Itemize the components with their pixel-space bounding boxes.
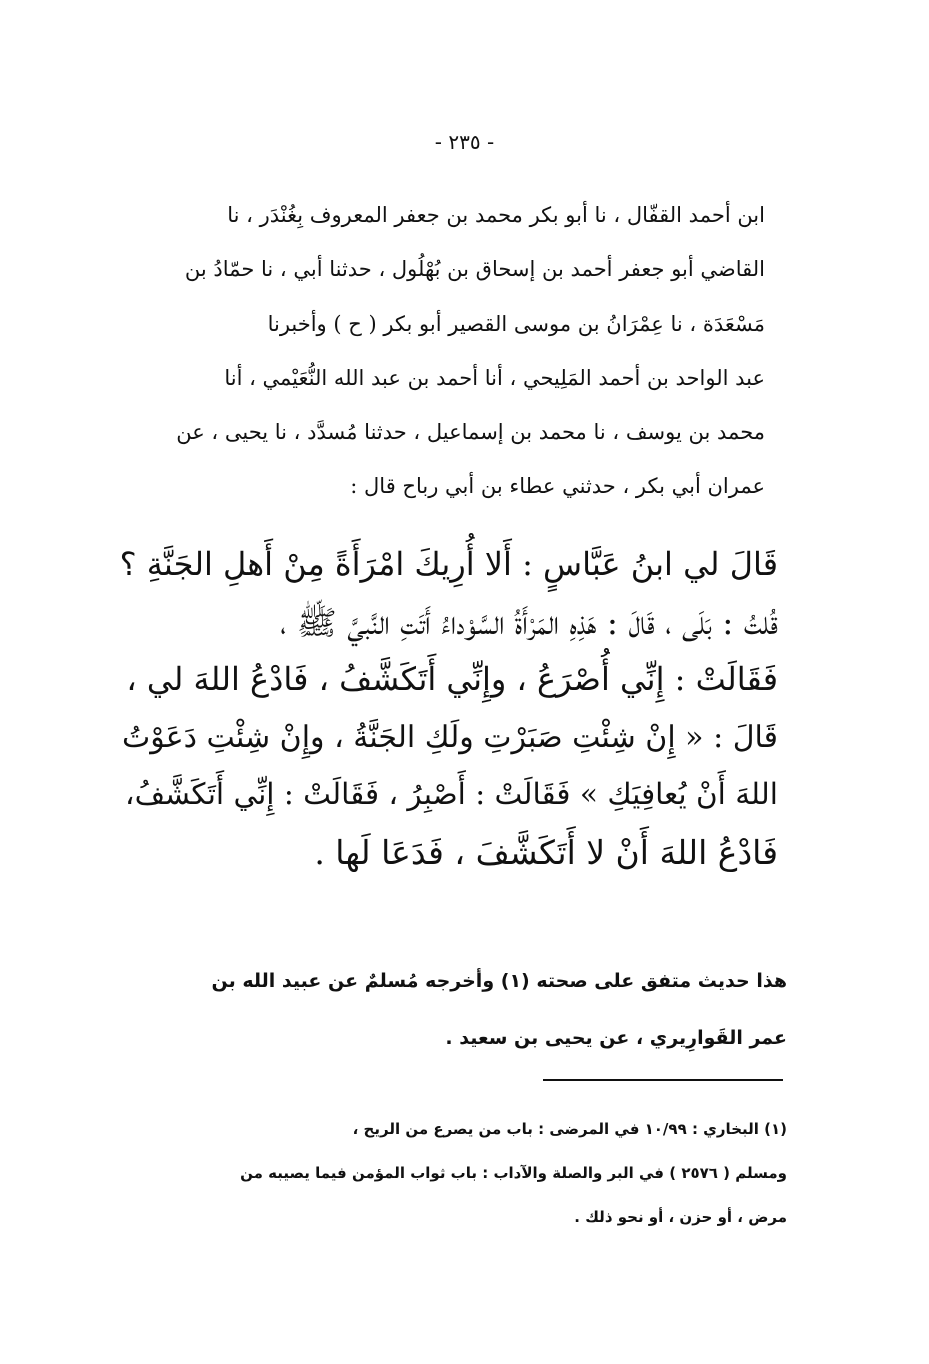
isnad-line: عمران أبي بكر ، حدثني عطاء بن أبي رباح قال : <box>350 474 765 499</box>
hadith-line: قَالَ : « إِنْ شِئْتِ صَبَرْتِ ولَكِ الجَنَّةُ ، وإِنْ شِئْتِ دَعَوْتُ <box>121 719 778 755</box>
isnad-line: ابن أحمد القفّال ، نا أبو بكر محمد بن جعفر المعروف بِغُنْدَر ، نا <box>227 203 765 227</box>
hadith-line: قُلتُ : بَلَى ، قَالَ : هَذِهِ المَرْأَةُ السَّوْداءُ أَتَتِ النَّبيَّ ﷺ ، <box>280 602 778 642</box>
grading-line: عمر القَوارِيري ، عن يحيى بن سعيد . <box>445 1027 787 1049</box>
hadith-line: فَقَالَتْ : إِنِّي أُصْرَعُ ، وإِنِّي أَتَكَشَّفُ ، فَادْعُ اللهَ لي ، <box>126 660 778 698</box>
isnad-line: عبد الواحد بن أحمد المَلِيحي ، أنا أحمد بن عبد الله النُّعَيْمي ، أنا <box>224 365 765 390</box>
hadith-line: قَالَ لي ابنُ عَبَّاسٍ : أَلا أُرِيكَ امْرَأَةً مِنْ أَهلِ الجَنَّةِ ؟ <box>119 545 778 583</box>
footnote-line: (١) البخاري : ١٠/٩٩ في المرضى : باب من يصرع من الريح ، <box>352 1120 787 1138</box>
hadith-text <box>118 536 778 881</box>
isnad-line: محمد بن يوسف ، نا محمد بن إسماعيل ، حدثنا مُسدَّد ، نا يحيى ، عن <box>176 420 765 445</box>
grading-paragraph <box>122 953 787 1067</box>
footnote-line: مرض ، أو حزن ، أو نحو ذلك . <box>574 1208 787 1226</box>
grading-line: هذا حديث متفق على صحته (١) وأخرجه مُسلمٌ عن عبيد الله بن <box>211 970 787 992</box>
isnad-paragraph <box>125 188 765 514</box>
page-number: - ٢٣٥ - <box>434 130 495 154</box>
isnad-line: القاضي أبو جعفر أحمد بن إسحاق بن بُهْلُول ، حدثنا أبي ، نا حمّادُ بن <box>184 257 765 282</box>
footnote <box>122 1107 787 1239</box>
isnad-line: مَسْعَدَة ، نا عِمْرَانُ بن موسى القصير أبو بكر ( ح ) وأخبرنا <box>267 311 765 336</box>
hadith-line: فَادْعُ اللهَ أَنْ لا أَتَكَشَّفَ ، فَدَعَا لَها . <box>314 832 778 872</box>
footnote-separator <box>543 1079 783 1081</box>
hadith-line: اللهَ أَنْ يُعافِيَكِ » فَقَالَتْ : أَصْبِرُ ، فَقَالَتْ : إِنِّي أَتَكَشَّفُ، <box>125 777 778 811</box>
footnote-line: ومسلم ( ٢٥٧٦ ) في البر والصلة والآداب : باب ثواب المؤمن فيما يصيبه من <box>240 1164 787 1182</box>
